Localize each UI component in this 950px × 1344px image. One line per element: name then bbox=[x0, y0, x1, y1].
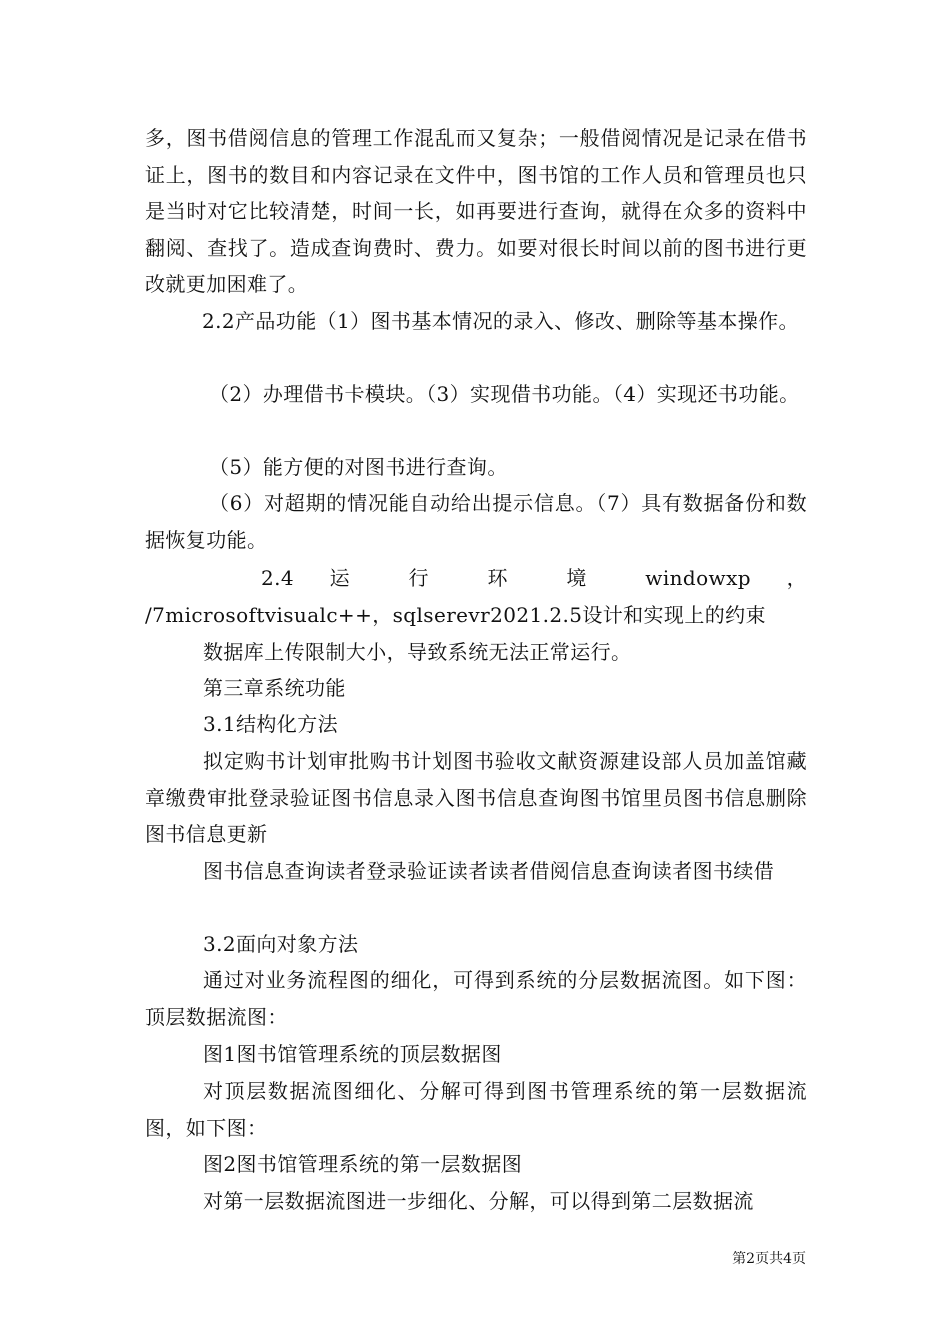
section-heading-structured: 3.1结构化方法 bbox=[203, 712, 339, 736]
paragraph-dataflow-intro: 通过对业务流程图的细化，可得到系统的分层数据流图。如下图：顶层数据流图： bbox=[145, 968, 807, 1029]
paragraph-first-layer: 对顶层数据流图细化、分解可得到图书管理系统的第一层数据流图，如下图： bbox=[145, 1079, 807, 1140]
paragraph-reader-flow: 图书信息查询读者登录验证读者读者借阅信息查询读者图书续借 bbox=[203, 859, 775, 883]
chapter-heading: 第三章系统功能 bbox=[203, 676, 346, 700]
paragraph-functions-6-7: （6）对超期的情况能自动给出提示信息。（7）具有数据备份和数据恢复功能。 bbox=[145, 491, 807, 552]
paragraph-function-5: （5）能方便的对图书进行查询。 bbox=[209, 455, 508, 479]
page-number: 第2页共4页 bbox=[732, 1251, 806, 1267]
section-heading-oo: 3.2面向对象方法 bbox=[203, 932, 359, 956]
paragraph-product-functions: 2.2产品功能（1）图书基本情况的录入、修改、删除等基本操作。 bbox=[202, 309, 799, 333]
paragraph-functions-2-4: （2）办理借书卡模块。（3）实现借书功能。（4）实现还书功能。 bbox=[209, 382, 800, 406]
paragraph-structured-flow: 拟定购书计划审批购书计划图书验收文献资源建设部人员加盖馆藏章缴费审批登录验证图书信息录入图书信息查询图书馆里员图书信息删除图书信息更新 bbox=[145, 749, 807, 846]
figure-caption-1: 图1图书馆管理系统的顶层数据图 bbox=[203, 1042, 502, 1066]
paragraph-db-limit: 数据库上传限制大小，导致系统无法正常运行。 bbox=[203, 640, 632, 664]
paragraph-runtime-env: 2.4 运 行 环 境 windowxp ， /7microsoftvisualc++，sqlserevr2021.2.5设计和实现上的约束 bbox=[145, 566, 807, 627]
paragraph-second-layer: 对第一层数据流图进一步细化、分解，可以得到第二层数据流 bbox=[203, 1189, 754, 1213]
figure-caption-2: 图2图书馆管理系统的第一层数据图 bbox=[203, 1152, 523, 1176]
paragraph-intro: 多，图书借阅信息的管理工作混乱而又复杂；一般借阅情况是记录在借书证上，图书的数目和内容记录在文件中，图书馆的工作人员和管理员也只是当时对它比较清楚，时间一长，如再要进行查询，就得在众多的资料中翻阅、查找了。造成查询费时、费力。如要对很长时间以前的图书进行更改就更加困难了。 bbox=[145, 126, 807, 296]
